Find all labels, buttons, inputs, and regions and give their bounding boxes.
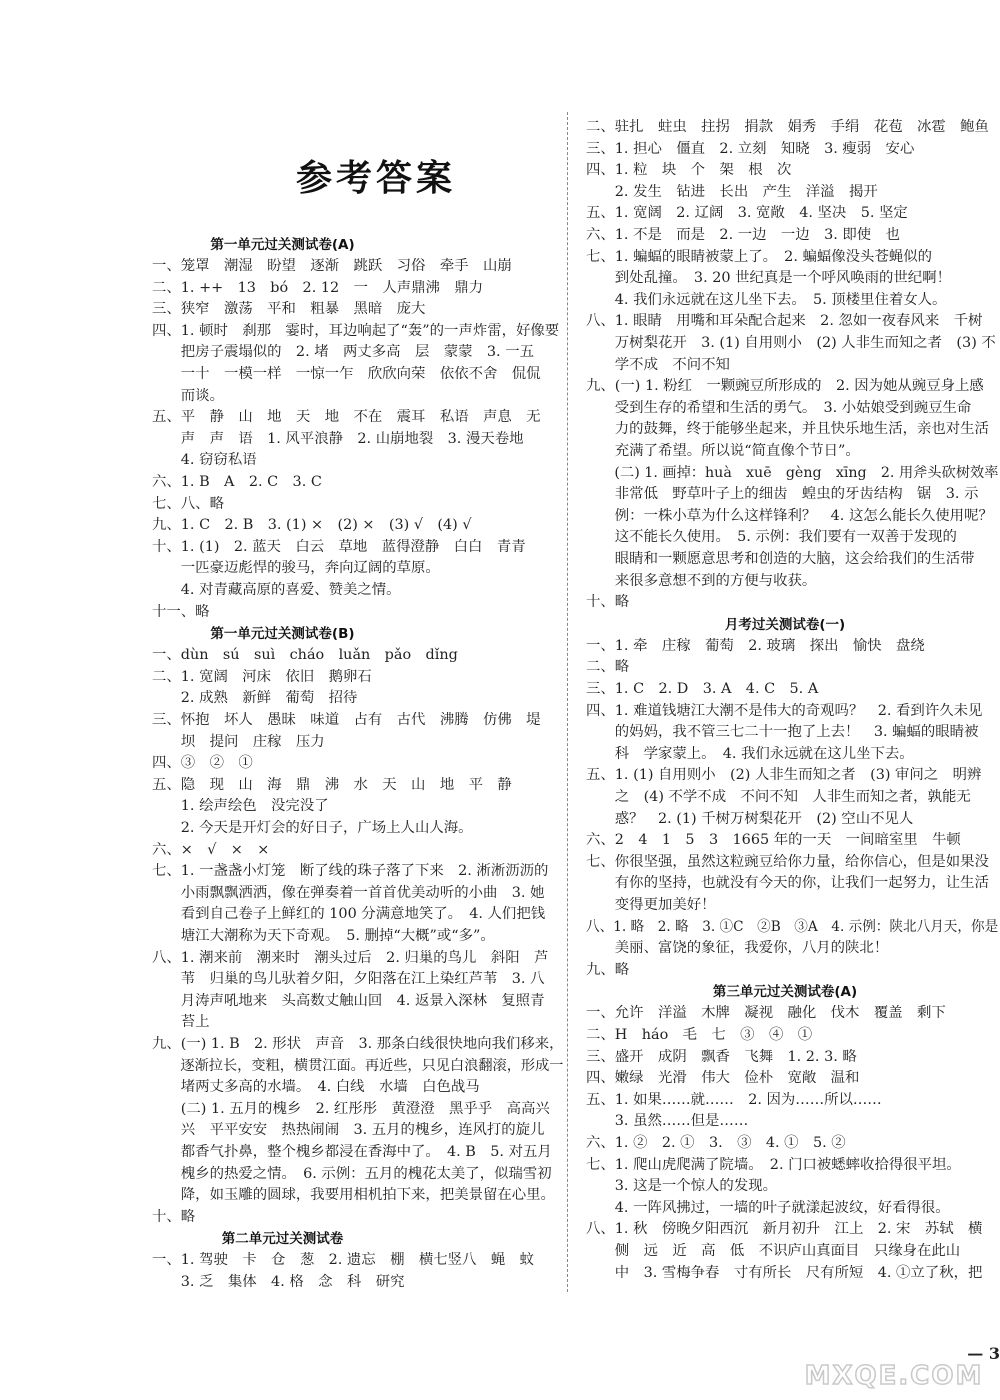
- answer-line: 1. 绘声绘色 没完没了: [152, 798, 329, 815]
- answer-line: 4. 一阵风拂过，一墙的叶子就漾起波纹，好看得很。: [586, 1199, 950, 1216]
- answer-line: 一、1. 驾驶 卡 仓 葱 2. 遗忘 棚 横七竖八 蝇 蚊: [152, 1252, 534, 1269]
- answer-line: 之 (4) 不学不成 不问不知 人非生而知之者，孰能无: [586, 789, 971, 805]
- answer-line: 降，如玉雕的圆球，我要用相机拍下来，把美景留在心里。: [152, 1187, 555, 1204]
- answer-line: 一、dùn sú suì cháo luǎn pǎo dǐng: [152, 647, 458, 664]
- svg-text:MXQE.COM: MXQE.COM: [804, 1361, 984, 1391]
- answer-line: 4. 对青藏高原的喜爱、赞美之情。: [152, 582, 401, 598]
- answer-line: 苔上: [152, 1014, 210, 1031]
- answer-line: 4. 窃窃私语: [152, 452, 257, 469]
- answer-line: 充满了希望。所以说“简直像个节日”。: [586, 443, 860, 459]
- answer-line: 受到生存的希望和生活的勇气。 3. 小姑娘受到豌豆生命: [586, 399, 972, 416]
- answer-line: 九、(一) 1. 粉红 一颗豌豆所形成的 2. 因为她从豌豆身上感: [586, 378, 984, 395]
- answer-line: 眼睛和一颗愿意思考和创造的大脑，这会给我们的生活带: [586, 551, 975, 567]
- answer-line: 二、略: [586, 659, 630, 676]
- answer-line: 十一、略: [152, 603, 210, 620]
- answer-line: 八、1. 秋 傍晚夕阳西沉 新月初升 江上 2. 宋 苏轼 横: [586, 1221, 983, 1238]
- answer-line: 把房子震塌似的 2. 堵 两丈多高 层 蒙蒙 3. 一五: [152, 344, 534, 361]
- column-divider: [567, 112, 568, 1292]
- answer-line: 2. 成熟 新鲜 葡萄 招待: [152, 690, 358, 707]
- answer-line: 有你的坚持，也就没有今天的你，让我们一起努力，让生活: [586, 875, 989, 892]
- answer-line: 例：一株小草为什么这样锋利？ 4. 这怎么能长久使用呢？: [586, 507, 993, 524]
- page-title: 参考答案: [296, 157, 457, 199]
- answer-line: 六、2 4 1 5 3 1665 年的一天 一间暗室里 牛顿: [586, 832, 961, 849]
- answer-line: 六、1. ② 2. ① 3. ③ 4. ① 5. ②: [586, 1135, 846, 1151]
- section-heading: 第一单元过关测试卷(B): [210, 626, 355, 643]
- answer-line: 三、盛开 成阴 飘香 飞舞 1. 2. 3. 略: [586, 1048, 857, 1065]
- answer-line: 的妈妈，我不管三七二十一抱了上去！ 3. 蝙蝠的眼睛被: [586, 724, 979, 741]
- answer-line: 侧 远 近 高 低 不识庐山真面目 只缘身在此山: [586, 1243, 961, 1259]
- answer-line: 六、1. 不是 而是 2. 一边 一边 3. 即使 也: [586, 227, 900, 243]
- answer-line: 四、1. 难道钱塘江大潮不是伟大的奇观吗？ 2. 看到许久未见: [586, 702, 983, 719]
- answer-line: 2. 今天是开灯会的好日子，广场上人山人海。: [152, 820, 473, 836]
- answer-line: 十、1. (1) 2. 蓝天 白云 草地 蓝得澄静 白白 青青: [152, 538, 526, 555]
- answer-line: 三、1. 担心 僵直 2. 立刻 知晓 3. 瘦弱 安心: [586, 140, 915, 157]
- answer-line: 八、1. 潮来前 潮来时 潮头过后 2. 归巢的鸟儿 斜阳 芦: [152, 949, 549, 966]
- answer-line: 九、略: [586, 961, 630, 978]
- answer-line: 八、1. 略 2. 略 3. ①C ②B ③A 4. 示例：陕北八月天，你是: [586, 918, 999, 935]
- answer-line: 惑？ 2. (1) 千树万树梨花开 (2) 空山不见人: [586, 810, 914, 827]
- answer-line: 小雨飘飘洒洒，像在弹奏着一首首优美动听的小曲 3. 她: [152, 884, 545, 901]
- answer-line: 这不能长久使用。 5. 示例：我们要有一双善于发现的: [586, 529, 957, 546]
- answer-line: 声 声 语 1. 风平浪静 2. 山崩地裂 3. 漫天卷地: [152, 430, 524, 447]
- answer-line: 一、1. 牵 庄稼 葡萄 2. 玻璃 探出 愉快 盘绕: [586, 637, 925, 654]
- answer-line: 六、× √ × ×: [152, 841, 270, 858]
- answer-line: 三、怀抱 坏人 愚昧 味道 占有 古代 沸腾 仿佛 堤: [152, 712, 541, 728]
- answer-line: 九、1. C 2. B 3. (1) × (2) × (3) √ (4) √: [152, 517, 472, 534]
- answer-line: 三、1. C 2. D 3. A 4. C 5. A: [586, 681, 819, 697]
- answer-line: 月涛声吼地来 头高数丈触山回 4. 返景入深林 复照青: [152, 992, 545, 1009]
- answer-line: 八、1. 眼睛 用嘴和耳朵配合起来 2. 忽如一夜春风来 千树: [586, 313, 983, 330]
- answer-line: 七、1. 爬山虎爬满了院墙。 2. 门口被蟋蟀收拾得很平坦。: [586, 1156, 961, 1173]
- answer-line: 堵两丈多高的水墙。 4. 白线 水墙 白色战马: [152, 1079, 480, 1096]
- answer-line: 塘江大潮称为天下奇观。 5. 删掉“大概”或“多”。: [152, 928, 495, 944]
- watermark-logo: [796, 1352, 992, 1396]
- answer-line: 一匹豪迈彪悍的骏马，奔向辽阔的草原。: [152, 560, 440, 577]
- answer-line: 到处乱撞。 3. 20 世纪真是一个呼风唤雨的世纪啊！: [586, 270, 951, 287]
- answer-line: (二) 1. 五月的槐乡 2. 红彤彤 黄澄澄 黑乎乎 高高兴: [152, 1100, 550, 1117]
- answer-line: 学不成 不问不知: [586, 356, 730, 373]
- answer-line: 一、笼罩 潮湿 盼望 逐渐 跳跃 习俗 牵手 山崩: [152, 258, 512, 274]
- section-heading: 第三单元过关测试卷(A): [712, 984, 858, 1001]
- answer-line: 来很多意想不到的方便与收获。: [586, 572, 817, 589]
- answer-line: 二、1. 宽阔 河床 依旧 鹅卵石: [152, 668, 372, 685]
- answer-line: 变得更加美好！: [586, 897, 716, 913]
- page-number: — 3: [967, 1344, 1000, 1363]
- answer-line: 4. 我们永远就在这儿坐下去。 5. 顶楼里住着女人。: [586, 291, 947, 308]
- answer-line: 五、1. 如果……就…… 2. 因为……所以……: [586, 1091, 882, 1108]
- answer-line: 九、(一) 1. B 2. 形状 声音 3. 那条白线很快地向我们移来，: [152, 1036, 564, 1052]
- answer-line: 七、1. 蝙蝠的眼睛被蒙上了。 2. 蝙蝠像没头苍蝇似的: [586, 248, 933, 265]
- answer-line: 七、1. 一盏盏小灯笼 断了线的珠子落了下来 2. 淅淅沥沥的: [152, 863, 549, 880]
- answer-line: 力的鼓舞，终于能够坐起来，并且快乐地生活，亲也对生活: [586, 421, 989, 438]
- answer-line: 科 学家蒙上。 4. 我们永远就在这儿坐下去。: [586, 745, 914, 762]
- answer-line: 坝 提问 庄稼 压力: [152, 733, 325, 750]
- answer-line: 七、八、略: [152, 495, 224, 512]
- section-heading: 第二单元过关测试卷: [221, 1231, 344, 1248]
- answer-line: 一、允许 洋溢 木牌 凝视 融化 伐木 覆盖 剩下: [586, 1005, 946, 1022]
- answer-line: 槐乡的热爱之情。 6. 示例：五月的槐花太美了，似瑞雪初: [152, 1165, 552, 1182]
- answer-line: (二) 1. 画掉：huà xuē gèng xīng 2. 用斧头砍树效率: [586, 464, 999, 481]
- answer-line: 都香气扑鼻，整个槐乡都浸在香海中了。 4. B 5. 对五月: [152, 1144, 552, 1160]
- answer-line: 2. 发生 钻进 长出 产生 洋溢 揭开: [586, 183, 878, 200]
- answer-line: 六、1. B A 2. C 3. C: [152, 474, 322, 490]
- answer-line: 看到自己卷子上鲜红的 100 分满意地笑了。 4. 人们把钱: [152, 906, 546, 923]
- answer-line: 七、你很坚强，虽然这粒豌豆给你力量，给你信心，但是如果没: [586, 853, 989, 870]
- answer-line: 四、嫩绿 光滑 伟大 俭朴 宽敞 温和: [586, 1070, 860, 1087]
- answer-line: 3. 乏 集体 4. 格 念 科 研究: [152, 1274, 405, 1290]
- answer-line: 美丽、富饶的象征，我爱你，八月的陕北！: [586, 940, 889, 957]
- answer-line: 苇 归巢的鸟儿驮着夕阳，夕阳落在江上染红芦苇 3. 八: [152, 971, 545, 988]
- answer-line: 四、1. 顿时 刹那 霎时，耳边响起了“轰”的一声炸雷，好像要: [152, 322, 560, 339]
- answer-line: 3. 虽然……但是……: [586, 1113, 749, 1130]
- section-heading: 第一单元过关测试卷(A): [210, 237, 355, 253]
- answer-line: 五、平 静 山 地 天 地 不在 震耳 私语 声息 无: [152, 409, 541, 426]
- answer-line: 十、略: [152, 1208, 196, 1225]
- answer-line: 四、1. 粒 块 个 架 根 次: [586, 162, 792, 179]
- answer-line: 三、狭窄 激荡 平和 粗暴 黑暗 庞大: [152, 301, 426, 318]
- answer-line: 五、1. (1) 自用则小 (2) 人非生而知之者 (3) 审问之 明辨: [586, 767, 982, 784]
- answer-line: 非常低 野草叶子上的细齿 蝗虫的牙齿结构 锯 3. 示: [586, 486, 979, 503]
- answer-line: 五、1. 宽阔 2. 辽阔 3. 宽敞 4. 坚决 5. 坚定: [586, 205, 908, 222]
- answer-line: 十、略: [586, 594, 630, 611]
- answer-line: 而谈。: [152, 387, 224, 404]
- section-heading: 月考过关测试卷(一): [724, 616, 846, 633]
- answer-line: 二、1. ++ 13 bó 2. 12 一 人声鼎沸 鼎力: [152, 279, 484, 296]
- answer-line: 中 3. 雪梅争春 寸有所长 尺有所短 4. ①立了秋，把: [586, 1264, 983, 1281]
- answer-line: 一十 一模一样 一惊一乍 欣欣向荣 依依不舍 侃侃: [152, 366, 541, 382]
- answer-line: 兴 平平安安 热热闹闹 3. 五月的槐乡，连风打的旋儿: [152, 1122, 545, 1139]
- answer-line: 五、隐 现 山 海 鼎 沸 水 天 山 地 平 静: [152, 776, 512, 793]
- answer-line: 逐渐拉长，变粗，横贯江面。再近些，只见白浪翻滚，形成一: [152, 1057, 564, 1074]
- answer-line: 3. 这是一个惊人的发现。: [586, 1178, 777, 1195]
- answer-line: 二、H háo 毛 七 ③ ④ ①: [586, 1027, 813, 1043]
- answer-line: 四、③ ② ①: [152, 755, 253, 772]
- answer-line: 二、驻扎 蛀虫 拄拐 捐款 娟秀 手绢 花苞 冰雹 鲍鱼: [586, 119, 989, 135]
- answer-line: 万树梨花开 3. (1) 自用则小 (2) 人非生而知之者 (3) 不: [586, 335, 996, 351]
